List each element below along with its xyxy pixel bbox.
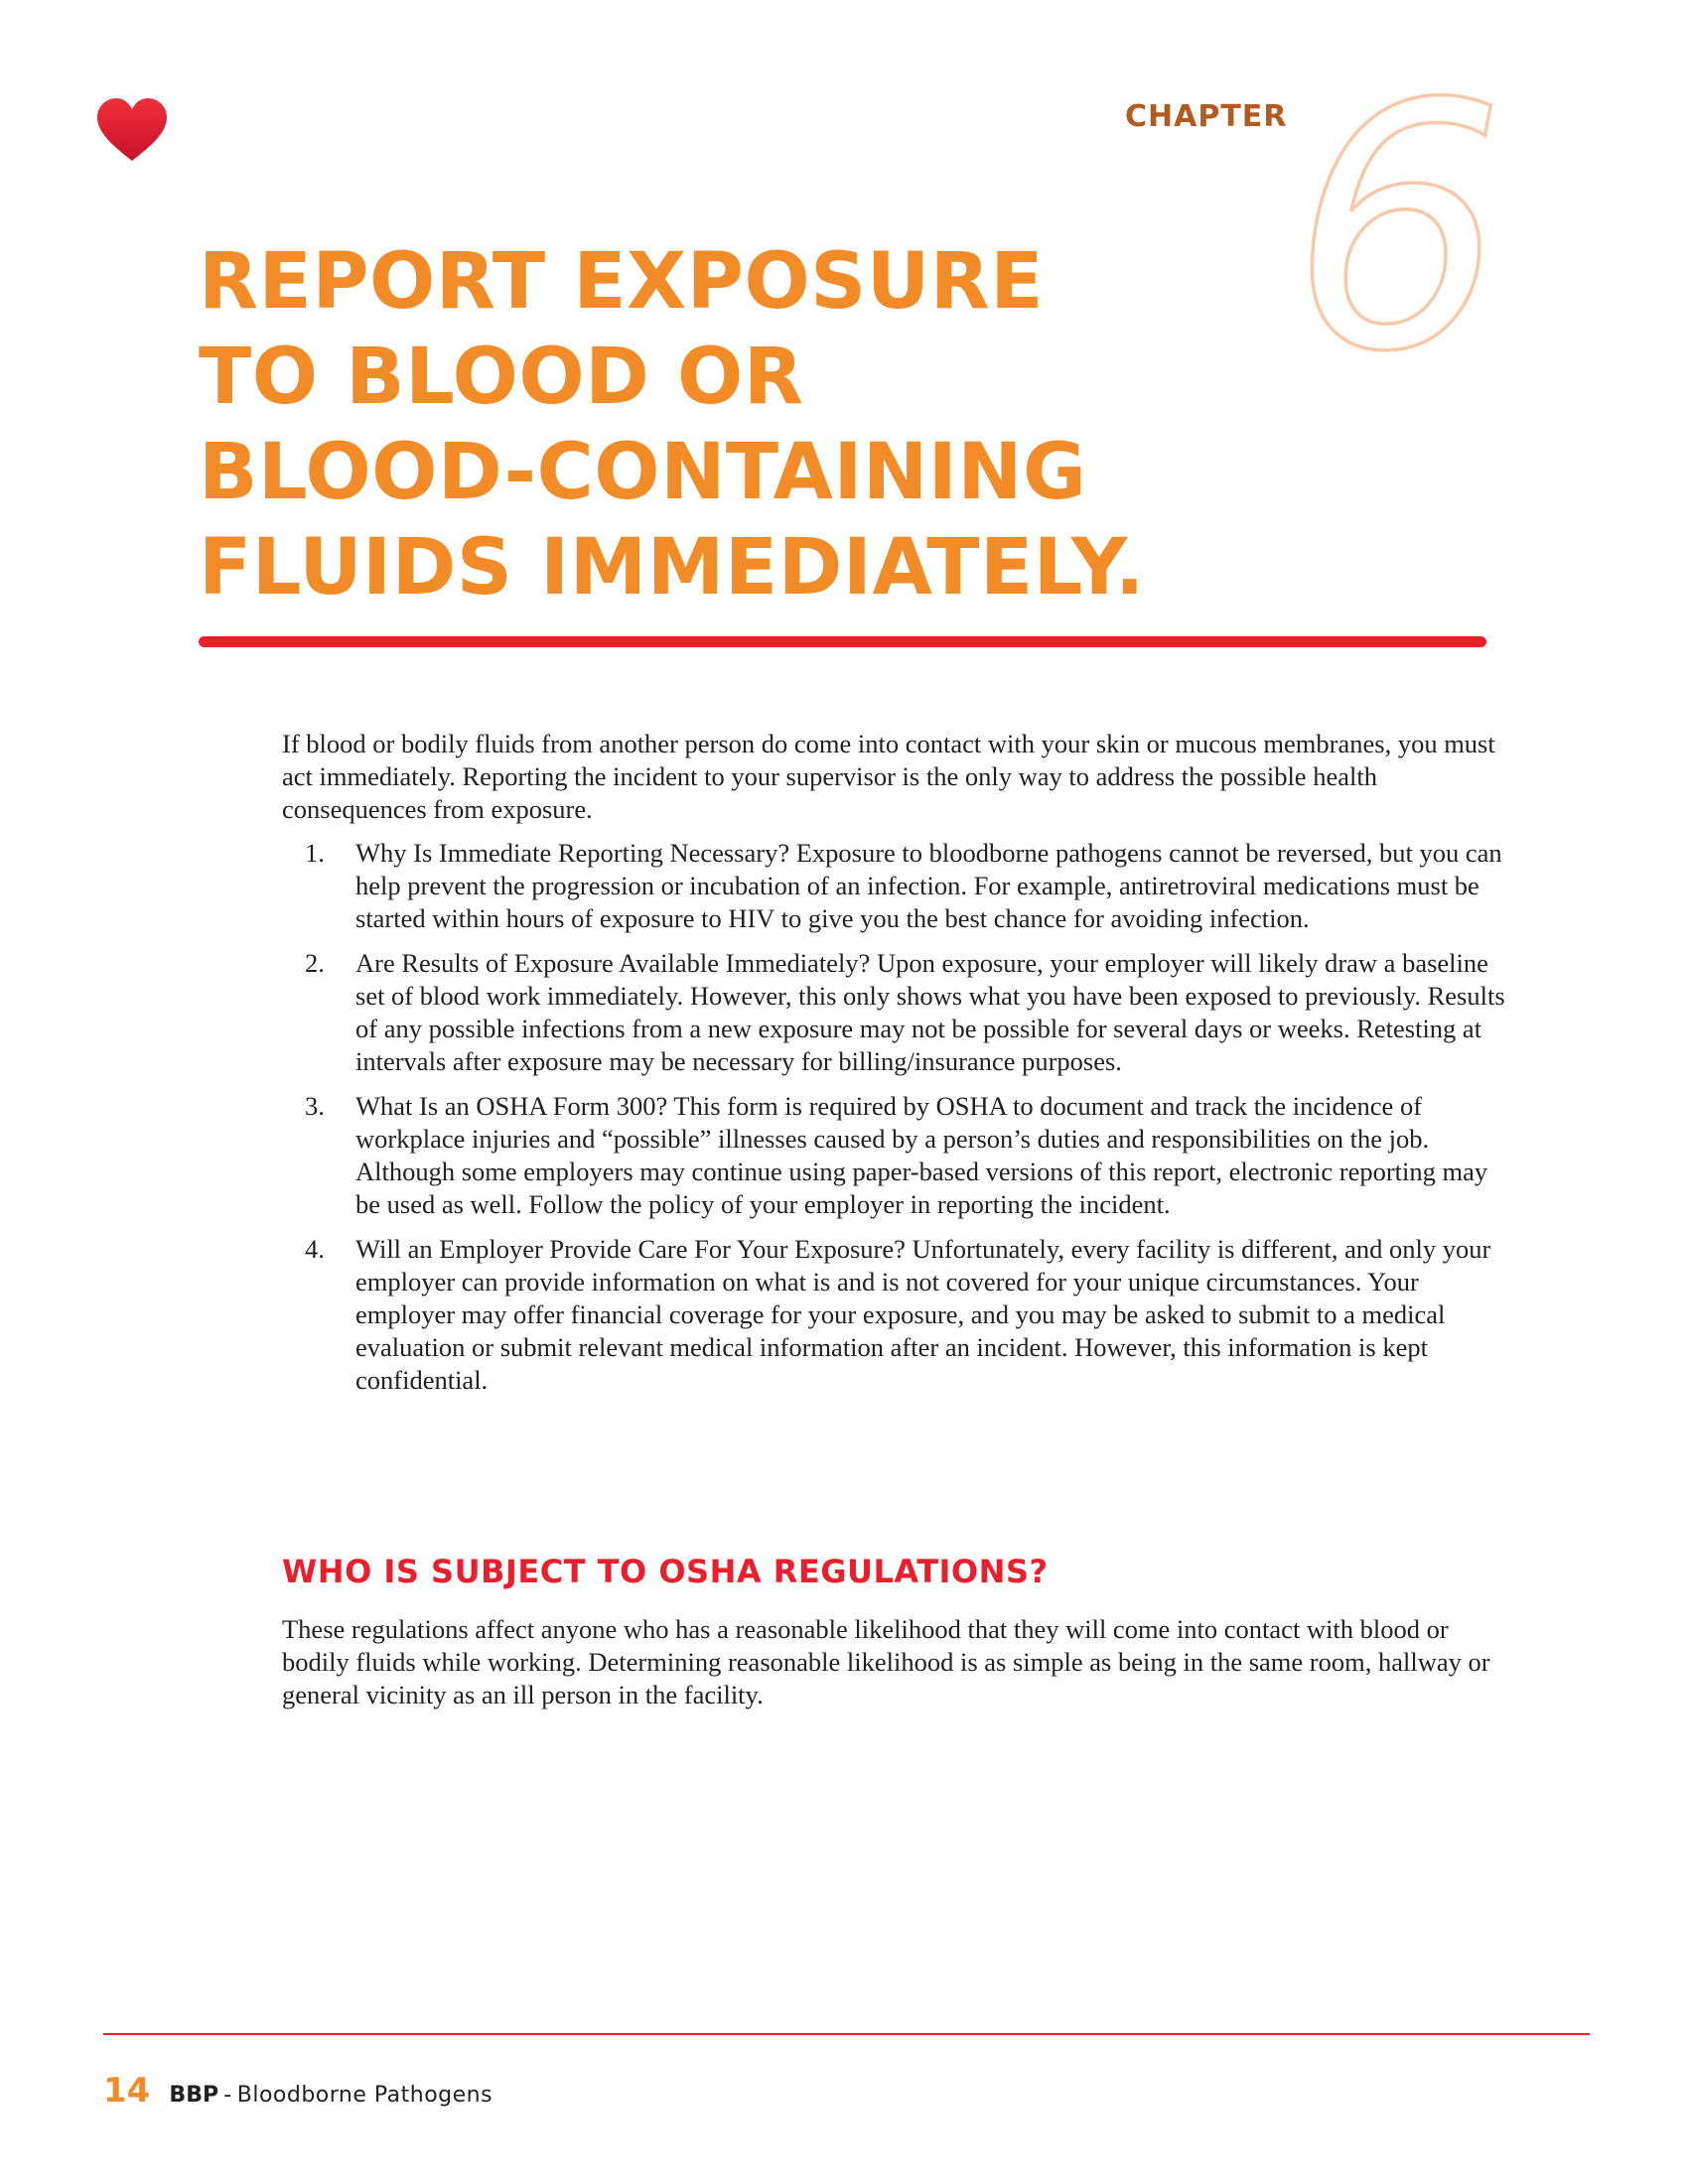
- section-paragraph: These regulations affect anyone who has a reasonable likelihood that they will come into contact with blood or bodily fluids while working. Determining reasonable likelihood is as simple as being in the same room, hallway or general vicinity as an ill person in the facility.: [282, 1614, 1490, 1709]
- page-footer: [103, 2071, 492, 2111]
- title-line: FLUIDS IMMEDIATELY.: [199, 523, 1146, 613]
- footer-abbreviation: BBP: [169, 2083, 219, 2108]
- intro-paragraph: If blood or bodily fluids from another person do come into contact with your skin or mucous membranes, you must act immediately. Reporting the incident to your supervisor is the only way to address the possible health consequences from exposure.: [282, 729, 1495, 824]
- list-number: 4.: [305, 1234, 325, 1264]
- chapter-number: [1281, 68, 1529, 365]
- title-line: TO BLOOD OR: [199, 333, 804, 422]
- chapter-number-text: 6: [1291, 68, 1506, 365]
- questions-list: [282, 837, 1509, 1409]
- list-item: [282, 1090, 1509, 1221]
- list-item: [282, 837, 1509, 935]
- heart-icon: [95, 97, 169, 163]
- footer-separator: -: [223, 2083, 232, 2108]
- list-item: [282, 947, 1509, 1078]
- title-line: BLOOD-CONTAINING: [199, 428, 1087, 517]
- section-heading: WHO IS SUBJECT TO OSHA REGULATIONS?: [282, 1553, 1049, 1590]
- list-item-text: What Is an OSHA Form 300? This form is required by OSHA to document and track the incidence of workplace injuries and “possible” illnesses caused by a person’s duties and responsibilities on the job. Although some employers may continue using paper-based versions of this report, electronic reporting may be used as well. Follow the policy of your employer in reporting the incident.: [355, 1091, 1488, 1219]
- page-title: [199, 234, 1145, 615]
- title-divider: [199, 636, 1486, 647]
- footer-document-title: Bloodborne Pathogens: [236, 2083, 493, 2108]
- list-item-text: Are Results of Exposure Available Immediately? Upon exposure, your employer will likely draw a baseline set of blood work immediately. However, this only shows what you have been exposed to previously. Results of any possible infections from a new exposure may not be possible for several days or weeks. Retesting at intervals after exposure may be necessary for billing/insurance purposes.: [355, 948, 1505, 1076]
- list-item: [282, 1233, 1509, 1397]
- page-number: 14: [103, 2071, 151, 2111]
- list-item-text: Will an Employer Provide Care For Your Exposure? Unfortunately, every facility is different, and only your employer can provide information on what is and is not covered for your unique circumstances. Your employer may offer financial coverage for your exposure, and you may be asked to submit to a medical evaluation or submit relevant medical information after an incident. However, this information is kept confidential.: [355, 1234, 1491, 1395]
- list-item-text: Why Is Immediate Reporting Necessary? Exposure to bloodborne pathogens cannot be reversed, but you can help prevent the progression or incubation of an infection. For example, antiretroviral medications must be started within hours of exposure to HIV to give you the best chance for avoiding infection.: [355, 838, 1502, 933]
- list-number: 1.: [305, 838, 325, 868]
- footer-divider: [103, 2033, 1590, 2035]
- title-line: REPORT EXPOSURE: [199, 237, 1044, 327]
- chapter-label: CHAPTER: [1125, 99, 1288, 134]
- list-number: 2.: [305, 948, 325, 978]
- list-number: 3.: [305, 1091, 325, 1121]
